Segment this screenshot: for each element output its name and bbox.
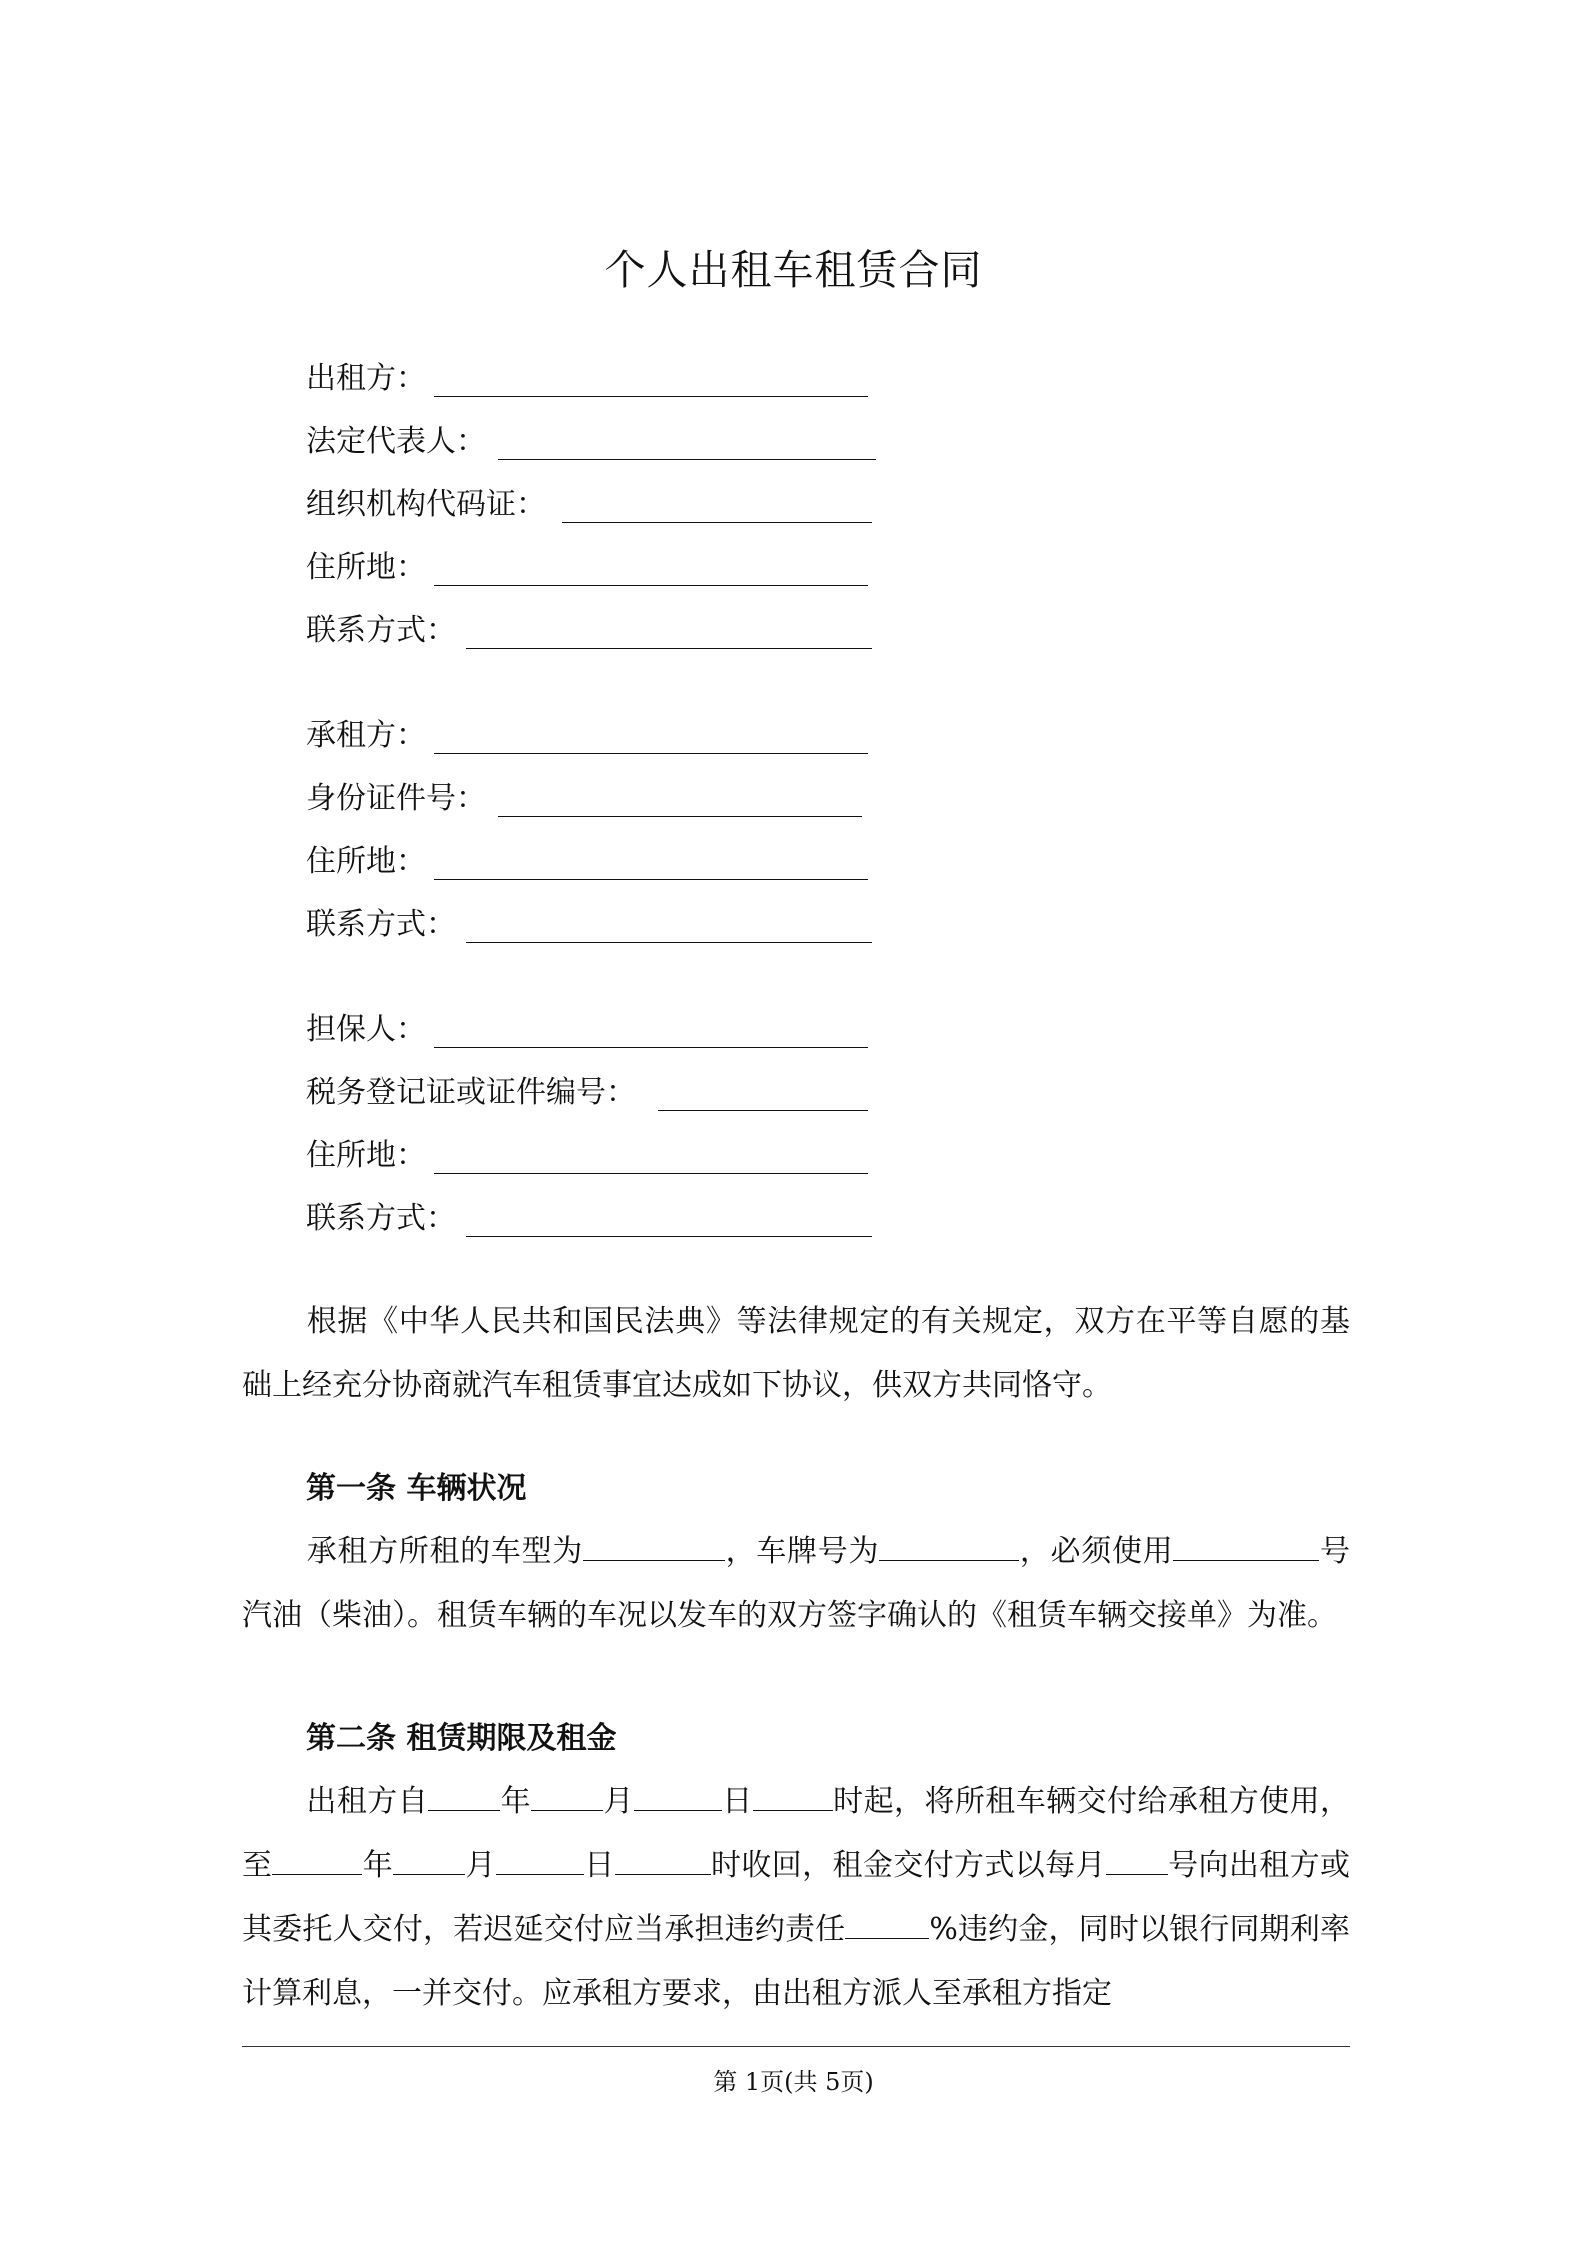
- guarantor-contact-label: 联系方式：: [306, 1201, 456, 1236]
- guarantor-contact-field: [306, 1196, 456, 1242]
- penalty-rate-blank[interactable]: [845, 1910, 929, 1939]
- vehicle-model-blank[interactable]: [583, 1532, 725, 1561]
- legal-rep-label: 法定代表人：: [306, 424, 486, 459]
- start-year-blank[interactable]: [428, 1782, 500, 1811]
- end-day-unit: 日: [583, 1848, 615, 1883]
- preamble-paragraph: [242, 1290, 1350, 1418]
- id-no-field: [306, 776, 486, 822]
- guarantor-address-blank[interactable]: [434, 1173, 868, 1174]
- lessor-contact-blank[interactable]: [466, 648, 872, 649]
- org-code-blank[interactable]: [562, 522, 872, 523]
- article2-paragraph: [242, 1770, 1350, 2026]
- preamble-text: 根据《中华人民共和国民法典》等法律规定的有关规定，双方在平等自愿的基础上经充分协商就汽车租赁事宜达成如下协议，供双方共同恪守。: [242, 1304, 1350, 1403]
- article1-text-1: 承租方所租的车型为: [306, 1534, 583, 1569]
- legal-rep-field: [306, 419, 486, 465]
- lessee-address-field: [306, 839, 426, 885]
- lessor-blank[interactable]: [434, 396, 868, 397]
- start-year-unit: 年: [500, 1784, 532, 1819]
- article2-text-5: %违约金，同时以银行同期利率计算利息，一并交付。应承租方要求，由出租方派人至承租方指定: [242, 1912, 1350, 2011]
- fuel-grade-blank[interactable]: [1173, 1532, 1319, 1561]
- end-year-blank[interactable]: [272, 1846, 362, 1875]
- article1-paragraph: [242, 1520, 1350, 1648]
- lessee-address-blank[interactable]: [434, 879, 868, 880]
- article2-text-4: 号向出租方或其委托人交付，若迟延交付应当承担违约责任: [242, 1848, 1351, 1947]
- end-month-blank[interactable]: [393, 1846, 465, 1875]
- article1-text-4: 号汽油（柴油）。租赁车辆的车况以发车的双方签字确认的《租赁车辆交接单》为准。: [242, 1534, 1351, 1633]
- start-month-unit: 月: [603, 1784, 634, 1819]
- end-year-unit: 年: [362, 1848, 394, 1883]
- end-day-blank[interactable]: [496, 1846, 584, 1875]
- article2-text-1: 出租方自: [306, 1784, 429, 1819]
- guarantor-contact-blank[interactable]: [466, 1236, 872, 1237]
- article1-heading: 第一条 车辆状况: [306, 1471, 527, 1506]
- end-hour-blank[interactable]: [615, 1846, 711, 1875]
- lessee-contact-label: 联系方式：: [306, 907, 456, 942]
- lessor-contact-label: 联系方式：: [306, 613, 456, 648]
- document-title: 个人出租车租赁合同: [604, 246, 983, 294]
- article2-heading: 第二条 租赁期限及租金: [306, 1721, 617, 1756]
- legal-rep-blank[interactable]: [498, 459, 876, 460]
- article1-text-3: ，必须使用: [1019, 1534, 1174, 1569]
- plate-number-blank[interactable]: [879, 1532, 1019, 1561]
- id-no-blank[interactable]: [498, 816, 862, 817]
- pay-day-blank[interactable]: [1106, 1846, 1168, 1875]
- lessor-contact-field: [306, 608, 456, 654]
- guarantor-address-label: 住所地：: [306, 1138, 426, 1173]
- lessee-address-label: 住所地：: [306, 844, 426, 879]
- article2-text-3: 时收回，租金交付方式以每月: [710, 1848, 1106, 1883]
- start-day-blank[interactable]: [634, 1782, 722, 1811]
- lessee-contact-field: [306, 902, 456, 948]
- lessor-address-field: [306, 545, 426, 591]
- lessee-contact-blank[interactable]: [466, 942, 872, 943]
- footer-divider: [242, 2046, 1350, 2047]
- org-code-label: 组织机构代码证：: [306, 487, 546, 522]
- start-month-blank[interactable]: [531, 1782, 603, 1811]
- lessor-address-label: 住所地：: [306, 550, 426, 585]
- article1-text-2: ，车牌号为: [724, 1534, 880, 1569]
- id-no-label: 身份证件号：: [306, 781, 486, 816]
- lessee-field: [306, 713, 426, 759]
- guarantor-field: [306, 1007, 426, 1053]
- lessor-field: [306, 356, 426, 402]
- tax-no-field: [306, 1070, 636, 1116]
- guarantor-label: 担保人：: [306, 1012, 426, 1047]
- lessor-address-blank[interactable]: [434, 585, 868, 586]
- guarantor-address-field: [306, 1133, 426, 1179]
- end-month-unit: 月: [465, 1848, 496, 1883]
- guarantor-blank[interactable]: [434, 1047, 868, 1048]
- start-day-unit: 日: [721, 1784, 753, 1819]
- start-hour-blank[interactable]: [753, 1782, 833, 1811]
- lessor-label: 出租方：: [306, 361, 426, 396]
- page-number: 第 1页(共 5页): [713, 2068, 874, 2096]
- tax-no-label: 税务登记证或证件编号：: [306, 1075, 636, 1110]
- lessee-blank[interactable]: [434, 753, 868, 754]
- tax-no-blank[interactable]: [658, 1110, 868, 1111]
- org-code-field: [306, 482, 546, 528]
- lessee-label: 承租方：: [306, 718, 426, 753]
- article2-text-2: 时起，将所租车辆交付给承租方使用，至: [242, 1784, 1351, 1883]
